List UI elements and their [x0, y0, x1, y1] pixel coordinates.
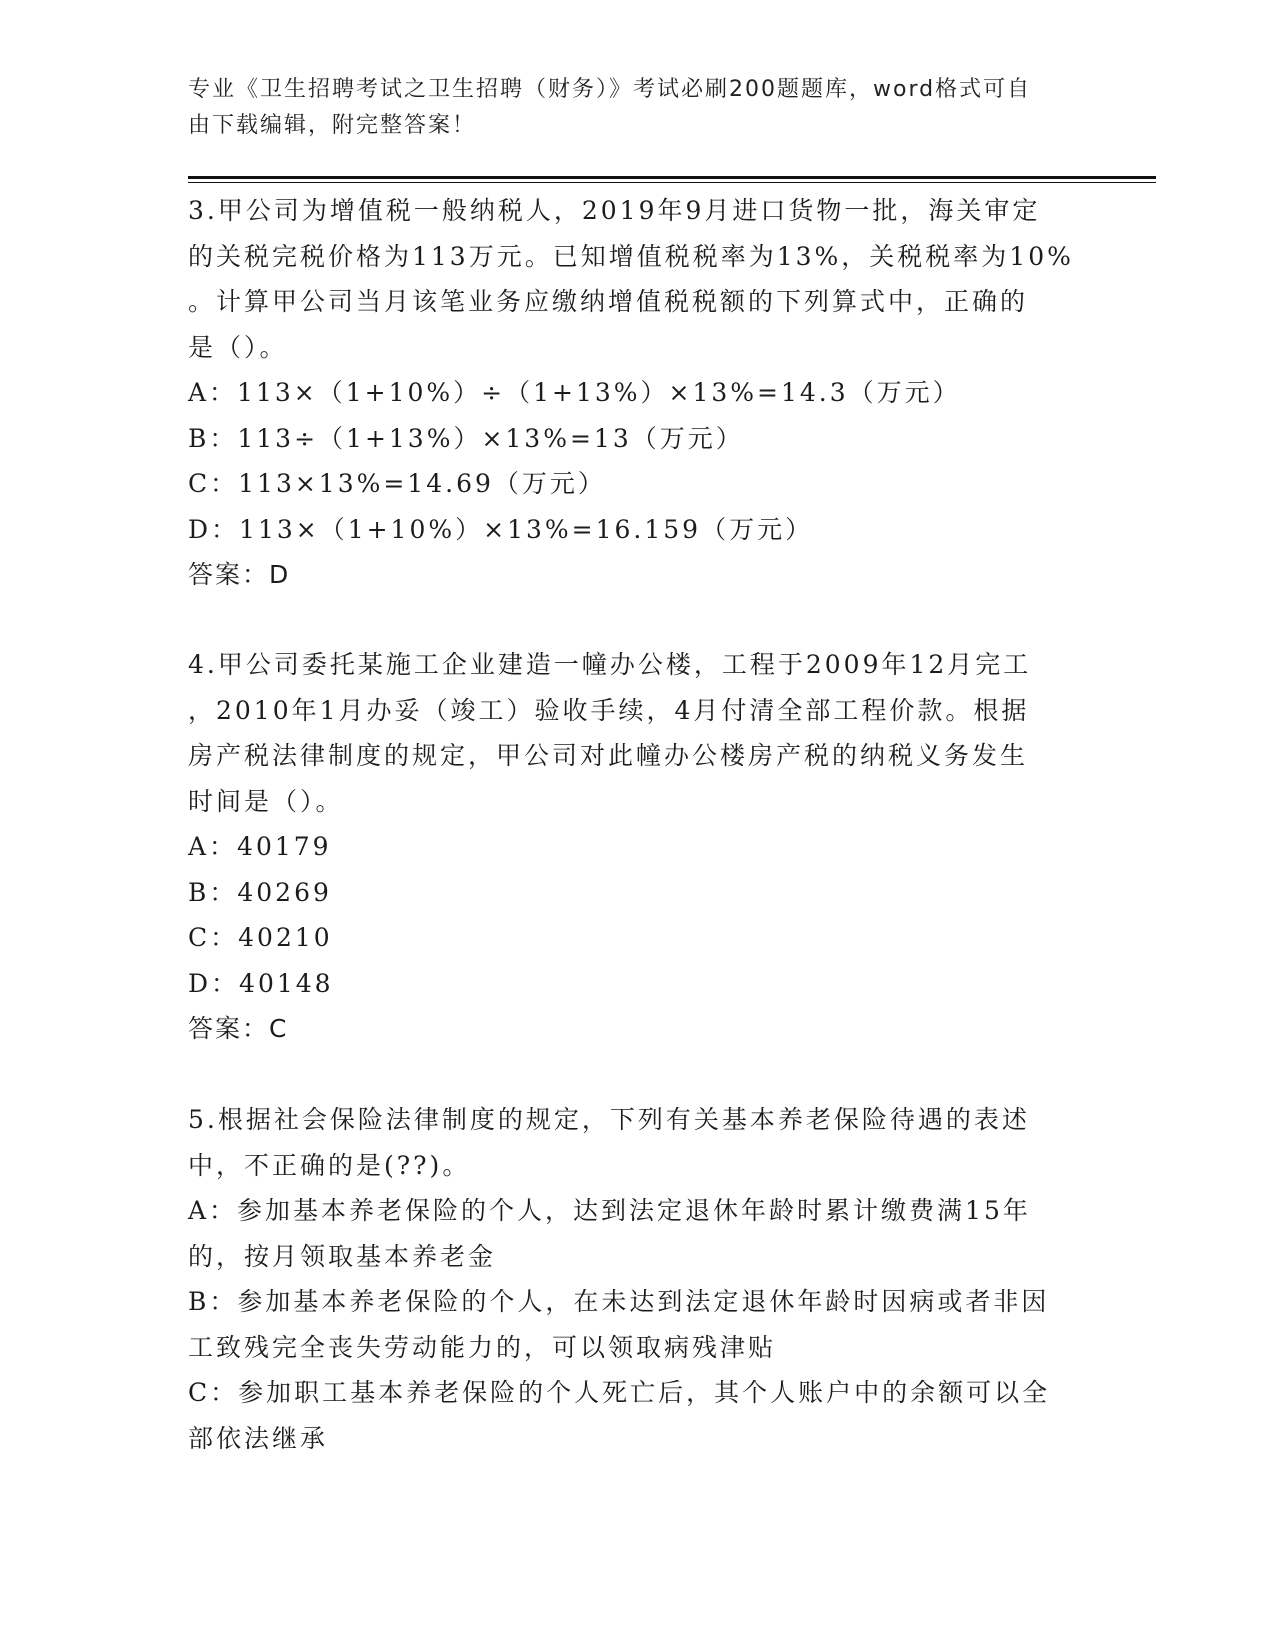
question-text-line: ，2010年1月办妥（竣工）验收手续，4月付清全部工程价款。根据 [188, 695, 1030, 725]
document-header [188, 72, 1068, 144]
question-text-line: 5.根据社会保险法律制度的规定，下列有关基本养老保险待遇的表述 [188, 1105, 1030, 1134]
answer-line: 答案：C [188, 1014, 289, 1043]
question-text-line: 房产税法律制度的规定，甲公司对此幢办公楼房产税的纳税义务发生 [188, 741, 1029, 770]
question-text-line: 3.甲公司为增值税一般纳税人，2019年9月进口货物一批，海关审定 [188, 196, 1041, 225]
option-c: C：113×13%=14.69（万元） [188, 469, 606, 498]
question-text-line: 。计算甲公司当月该笔业务应缴纳增值税税额的下列算式中，正确的 [188, 287, 1029, 316]
option-c: C：40210 [188, 923, 333, 952]
option-a: A：参加基本养老保险的个人，达到法定退休年龄时累计缴费满15年 [188, 1196, 1031, 1225]
option-b: B：参加基本养老保险的个人，在未达到法定退休年龄时因病或者非因 [188, 1287, 1050, 1316]
question-text-line: 中，不正确的是(??)。 [188, 1150, 471, 1180]
header-line-1: 专业《卫生招聘考试之卫生招聘（财务）》考试必刷200题题库，word格式可自 [188, 77, 1032, 102]
question-text-line: 是（）。 [188, 332, 288, 362]
answer-line: 答案：D [188, 560, 291, 589]
option-a: A：40179 [188, 832, 332, 861]
option-d: D：40148 [188, 968, 334, 998]
question-5 [188, 1097, 1088, 1461]
header-line-2: 由下载编辑，附完整答案！ [188, 113, 477, 138]
header-rule-thin [188, 182, 1156, 183]
option-a: A：113×（1+10%）÷（1+13%）×13%=14.3（万元） [188, 378, 961, 407]
option-b-continued: 工致残完全丧失劳动能力的，可以领取病残津贴 [188, 1332, 777, 1362]
header-rule-thick [188, 176, 1156, 179]
question-3 [188, 188, 1088, 598]
option-c: C：参加职工基本养老保险的个人死亡后，其个人账户中的余额可以全 [188, 1378, 1051, 1407]
question-text-line: 时间是（）。 [188, 786, 344, 816]
option-b: B：113÷（1+13%）×13%=13（万元） [188, 423, 744, 453]
question-text-line: 4.甲公司委托某施工企业建造一幢办公楼，工程于2009年12月完工 [188, 650, 1032, 679]
option-d: D：113×（1+10%）×13%=16.159（万元） [188, 514, 814, 544]
question-text-line: 的关税完税价格为113万元。已知增值税税率为13%，关税税率为10% [188, 241, 1074, 271]
option-a-continued: 的，按月领取基本养老金 [188, 1241, 497, 1271]
option-c-continued: 部依法继承 [188, 1423, 329, 1453]
question-4 [188, 642, 1088, 1052]
option-b: B：40269 [188, 877, 332, 907]
